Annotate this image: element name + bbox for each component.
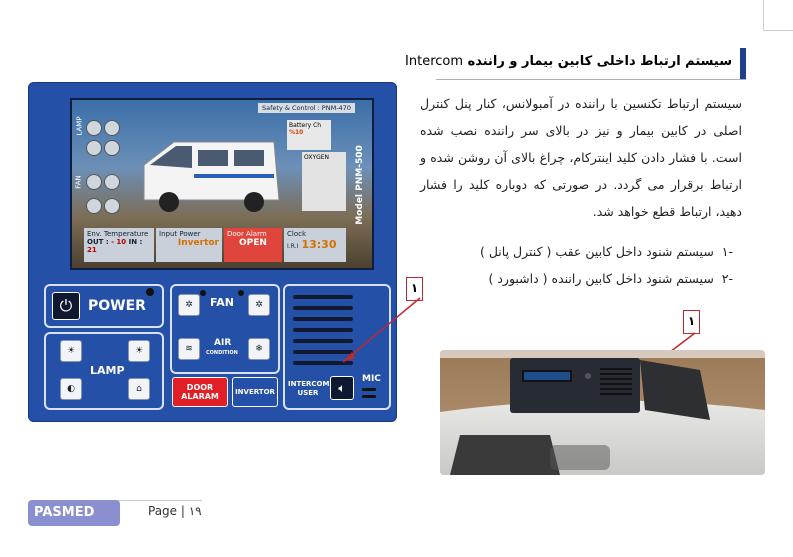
air-indicator-icon	[104, 198, 120, 214]
panel-brand	[13, 150, 54, 280]
intercom-label: INTERCOM USER	[288, 380, 330, 397]
clock-box	[284, 228, 346, 262]
lamp-indicator-icon	[86, 140, 102, 156]
mic-slot	[362, 388, 376, 391]
numbered-list	[413, 238, 733, 292]
lamp-indicator-icon	[104, 120, 120, 136]
lamp-label: LAMP	[90, 364, 125, 377]
mic-slot	[362, 395, 376, 398]
footer-logo: PASMED	[28, 500, 120, 526]
screen-safety-label: Safety & Control : PNM-470	[258, 103, 355, 113]
screen-fan-label: FAN	[74, 175, 83, 189]
power-indicator-dot	[146, 288, 154, 296]
dashboard-photo-drawing	[440, 350, 765, 475]
footer-divider	[118, 500, 202, 501]
lamp-indicator-icon	[86, 120, 102, 136]
speaker-grille	[293, 295, 353, 372]
air-label: AIR	[214, 338, 232, 348]
lamp-bulb-icon: ☀	[128, 340, 150, 362]
lamp-indicator-icon	[104, 140, 120, 156]
input-power-value: Invertor	[177, 238, 219, 248]
list-item-number: -۱	[721, 244, 733, 259]
oxygen-widget	[302, 152, 346, 211]
heading-title-fa: سیستم ارتباط داخلی کابین بیمار و راننده	[467, 54, 732, 69]
model-label	[348, 140, 370, 260]
heading-rule	[436, 79, 746, 80]
lamp-box	[44, 332, 164, 410]
fan-air-box	[170, 284, 280, 374]
panel-brand-text: PASMED	[13, 179, 29, 246]
door-alarm-label: Door Alarm	[227, 230, 267, 238]
panel-screen	[70, 98, 374, 270]
lamp-spot-icon: ◐	[60, 378, 82, 400]
callout-label-1: ۱	[406, 277, 423, 301]
input-power-label: Input Power	[159, 230, 201, 238]
power-label: POWER	[88, 298, 146, 314]
fan-indicator-dot	[238, 290, 244, 296]
lamp-ceiling-icon: ⌂	[128, 378, 150, 400]
fan-indicator-icon	[86, 174, 102, 190]
air-sub-label: CONDITION	[206, 350, 238, 356]
env-temp-label: Env. Temperature	[87, 230, 149, 238]
dashboard-photo	[440, 350, 765, 475]
env-in-label: IN :	[128, 238, 143, 246]
input-power-box	[156, 228, 222, 262]
oxygen-label: OXYGEN	[304, 154, 330, 161]
mic-label: MIC	[362, 374, 381, 384]
battery-widget	[287, 120, 331, 150]
clock-value: 13:30	[301, 238, 337, 251]
heading-accent-bar	[740, 48, 746, 80]
env-out-label: OUT :	[87, 238, 109, 246]
air-indicator-icon	[86, 198, 102, 214]
invertor-button: INVERTOR	[232, 377, 278, 407]
ambulance-image	[134, 130, 284, 225]
door-alarm-button: DOOR ALARAM	[172, 377, 228, 407]
section-heading	[405, 48, 746, 78]
fan-indicator-icon	[104, 174, 120, 190]
fan-label: FAN	[210, 296, 234, 309]
power-box	[44, 284, 164, 328]
list-item-text: سیستم شنود داخل کابین راننده ( داشبورد )	[488, 271, 714, 286]
env-out-value: - 10	[111, 238, 127, 246]
battery-label: Battery Ch	[289, 122, 322, 129]
list-item-number: -۲	[721, 271, 733, 286]
model-text: Model PNM-500	[354, 145, 365, 225]
heading-title-en: Intercom	[405, 54, 464, 69]
door-alarm-value: OPEN	[239, 238, 267, 248]
lamp-bulb-icon: ☀	[60, 340, 82, 362]
list-item	[413, 265, 733, 292]
page-number: Page | ۱۹	[148, 504, 202, 518]
clock-sub: I.R.I	[287, 243, 299, 250]
callout-label-2: ۱	[683, 310, 700, 334]
fan-high-icon: ✲	[248, 294, 270, 316]
env-in-value: 21	[87, 246, 97, 254]
fan-indicator-dot	[200, 290, 206, 296]
fan-low-icon: ✲	[178, 294, 200, 316]
clock-label: Clock	[287, 230, 307, 238]
page-corner	[763, 0, 793, 31]
heater-icon: ≋	[178, 338, 200, 360]
list-item	[413, 238, 733, 265]
battery-value: %10	[289, 129, 304, 136]
screen-lamp-label: LAMP	[75, 116, 84, 136]
speaker-icon: 🔈︎	[330, 376, 354, 400]
body-paragraph: سیستم ارتباط تکنسین با راننده در آمبولانس، کنار پنل کنترل اصلی در کابین بیمار و نیز در بالای سر راننده نصب شده است. با فشار دادن کلید اینترکام، چراغ بالای آن روشن شده و ارتباط برقرار می گردد. در صورتی که دوباره کلید را فشار دهید، ارتباط قطع خواهد شد.	[420, 96, 742, 219]
power-icon: ⏻	[52, 292, 80, 320]
door-alarm-box	[224, 228, 282, 262]
heading-title	[405, 54, 732, 69]
snowflake-icon: ❄	[248, 338, 270, 360]
list-item-text: سیستم شنود داخل کابین عقب ( کنترل پانل )	[479, 244, 714, 259]
env-temperature-box	[84, 228, 154, 262]
